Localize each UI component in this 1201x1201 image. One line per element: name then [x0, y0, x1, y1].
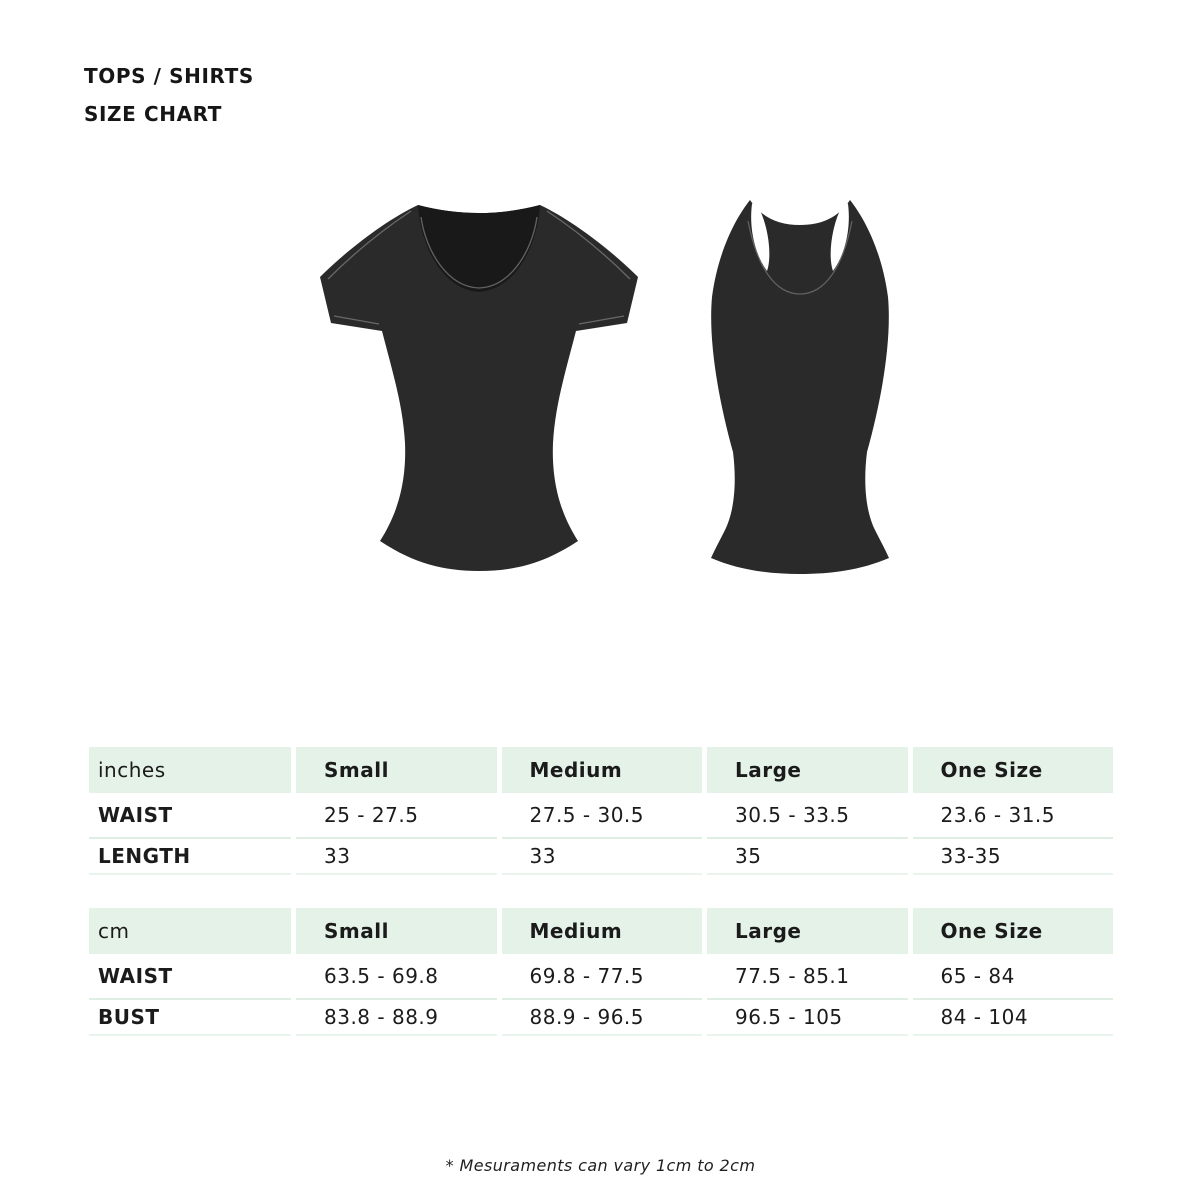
size-column-header: One Size — [913, 908, 1114, 954]
page-subtitle: SIZE CHART — [84, 102, 223, 126]
measure-value: 84 - 104 — [913, 998, 1114, 1036]
header-row — [89, 747, 1113, 793]
size-table-inches — [84, 744, 1118, 878]
measure-value: 77.5 - 85.1 — [707, 957, 908, 995]
page-title: TOPS / SHIRTS — [84, 64, 254, 88]
measure-row-label: LENGTH — [89, 837, 291, 875]
size-column-header: Large — [707, 747, 908, 793]
measure-value: 88.9 - 96.5 — [502, 998, 703, 1036]
size-column-header: Small — [296, 747, 497, 793]
unit-label: inches — [89, 747, 291, 793]
table-row — [89, 837, 1113, 875]
measure-value: 33 — [502, 837, 703, 875]
measure-value: 65 - 84 — [913, 957, 1114, 995]
size-table-cm — [84, 905, 1118, 1039]
measure-value: 83.8 - 88.9 — [296, 998, 497, 1036]
measure-value: 25 - 27.5 — [296, 796, 497, 834]
garment-illustrations — [318, 197, 895, 575]
table-row — [89, 998, 1113, 1036]
measure-value: 63.5 - 69.8 — [296, 957, 497, 995]
measure-value: 33 — [296, 837, 497, 875]
tanktop-back-illustration — [705, 197, 895, 575]
table-row — [89, 957, 1113, 995]
size-column-header: One Size — [913, 747, 1114, 793]
tshirt-front-illustration — [318, 197, 642, 573]
header-row — [89, 908, 1113, 954]
measure-row-label: WAIST — [89, 957, 291, 995]
measurement-disclaimer: * Mesuraments can vary 1cm to 2cm — [445, 1156, 756, 1175]
unit-label: cm — [89, 908, 291, 954]
measure-value: 35 — [707, 837, 908, 875]
size-column-header: Large — [707, 908, 908, 954]
measure-value: 23.6 - 31.5 — [913, 796, 1114, 834]
measure-row-label: WAIST — [89, 796, 291, 834]
measure-value: 30.5 - 33.5 — [707, 796, 908, 834]
measure-row-label: BUST — [89, 998, 291, 1036]
measure-value: 96.5 - 105 — [707, 998, 908, 1036]
measure-value: 33-35 — [913, 837, 1114, 875]
table-row — [89, 796, 1113, 834]
size-column-header: Small — [296, 908, 497, 954]
size-column-header: Medium — [502, 747, 703, 793]
measure-value: 69.8 - 77.5 — [502, 957, 703, 995]
measure-value: 27.5 - 30.5 — [502, 796, 703, 834]
size-column-header: Medium — [502, 908, 703, 954]
